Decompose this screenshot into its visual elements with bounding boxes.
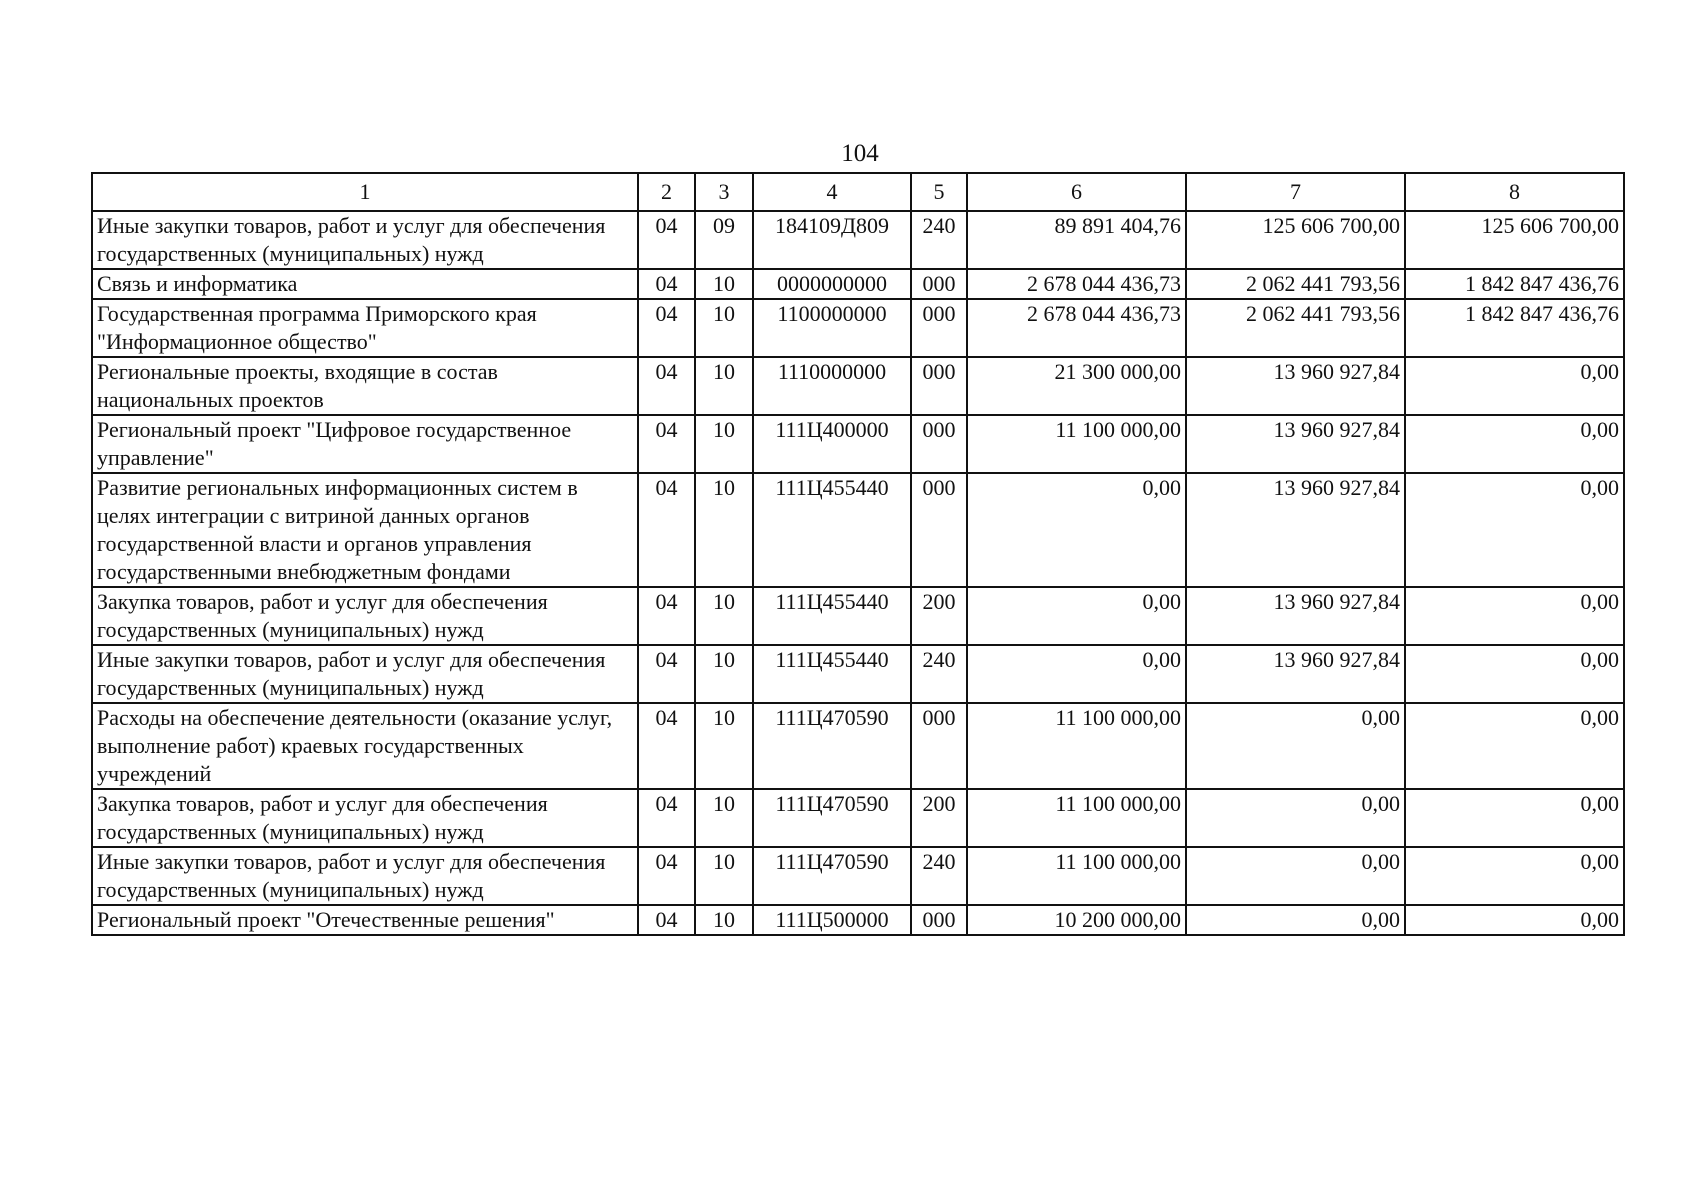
amount-col-8: 125 606 700,00 [1405,211,1624,269]
header-cell: 6 [967,173,1186,211]
amount-col-6: 0,00 [967,473,1186,587]
table-row [92,357,1624,415]
table-row [92,473,1624,587]
header-row [92,173,1624,211]
target-article-code: 111Ц500000 [753,905,911,935]
expense-type-code: 000 [911,269,967,299]
amount-col-7: 0,00 [1186,905,1405,935]
amount-col-6: 2 678 044 436,73 [967,299,1186,357]
subsection-code: 10 [695,357,753,415]
subsection-code: 09 [695,211,753,269]
header-cell: 1 [92,173,638,211]
section-code: 04 [638,789,695,847]
subsection-code: 10 [695,269,753,299]
amount-col-8: 0,00 [1405,905,1624,935]
amount-col-6: 11 100 000,00 [967,415,1186,473]
amount-col-8: 0,00 [1405,703,1624,789]
header-cell: 3 [695,173,753,211]
amount-col-6: 0,00 [967,645,1186,703]
target-article-code: 111Ц455440 [753,473,911,587]
expense-name: Закупка товаров, работ и услуг для обеспечения государственных (муниципальных) нужд [92,789,638,847]
subsection-code: 10 [695,415,753,473]
amount-col-7: 13 960 927,84 [1186,587,1405,645]
target-article-code: 111Ц470590 [753,789,911,847]
subsection-code: 10 [695,847,753,905]
amount-col-8: 0,00 [1405,645,1624,703]
table-row [92,299,1624,357]
expense-type-code: 000 [911,415,967,473]
amount-col-6: 2 678 044 436,73 [967,269,1186,299]
target-article-code: 111Ц400000 [753,415,911,473]
expense-name: Развитие региональных информационных систем в целях интеграции с витриной данных органов государственной власти и органов управления государственными внебюджетным фондами [92,473,638,587]
subsection-code: 10 [695,905,753,935]
expense-name: Связь и информатика [92,269,638,299]
target-article-code: 111Ц470590 [753,847,911,905]
header-cell: 4 [753,173,911,211]
subsection-code: 10 [695,299,753,357]
expense-type-code: 200 [911,789,967,847]
target-article-code: 111Ц455440 [753,645,911,703]
target-article-code: 111Ц470590 [753,703,911,789]
amount-col-7: 13 960 927,84 [1186,645,1405,703]
expense-name: Региональные проекты, входящие в состав национальных проектов [92,357,638,415]
header-cell: 2 [638,173,695,211]
expense-name: Иные закупки товаров, работ и услуг для обеспечения государственных (муниципальных) нужд [92,847,638,905]
expense-type-code: 000 [911,473,967,587]
amount-col-6: 0,00 [967,587,1186,645]
expense-type-code: 000 [911,299,967,357]
section-code: 04 [638,211,695,269]
amount-col-6: 10 200 000,00 [967,905,1186,935]
section-code: 04 [638,269,695,299]
table-row [92,645,1624,703]
expense-name: Региональный проект "Отечественные решения" [92,905,638,935]
expense-name: Региональный проект "Цифровое государственное управление" [92,415,638,473]
table-row [92,847,1624,905]
expense-name: Иные закупки товаров, работ и услуг для обеспечения государственных (муниципальных) нужд [92,211,638,269]
section-code: 04 [638,847,695,905]
expense-name: Иные закупки товаров, работ и услуг для обеспечения государственных (муниципальных) нужд [92,645,638,703]
target-article-code: 111Ц455440 [753,587,911,645]
page-number: 104 [841,140,879,167]
expense-type-code: 000 [911,357,967,415]
target-article-code: 1110000000 [753,357,911,415]
amount-col-7: 0,00 [1186,789,1405,847]
section-code: 04 [638,357,695,415]
table-row [92,269,1624,299]
amount-col-6: 11 100 000,00 [967,847,1186,905]
amount-col-7: 13 960 927,84 [1186,473,1405,587]
header-cell: 5 [911,173,967,211]
expense-name: Закупка товаров, работ и услуг для обеспечения государственных (муниципальных) нужд [92,587,638,645]
amount-col-7: 2 062 441 793,56 [1186,299,1405,357]
expense-type-code: 240 [911,847,967,905]
amount-col-6: 21 300 000,00 [967,357,1186,415]
target-article-code: 184109Д809 [753,211,911,269]
section-code: 04 [638,703,695,789]
amount-col-6: 89 891 404,76 [967,211,1186,269]
subsection-code: 10 [695,473,753,587]
amount-col-8: 0,00 [1405,587,1624,645]
section-code: 04 [638,473,695,587]
section-code: 04 [638,645,695,703]
amount-col-8: 1 842 847 436,76 [1405,269,1624,299]
expense-name: Государственная программа Приморского края "Информационное общество" [92,299,638,357]
section-code: 04 [638,415,695,473]
table-row [92,211,1624,269]
expense-type-code: 200 [911,587,967,645]
amount-col-8: 0,00 [1405,473,1624,587]
expense-type-code: 240 [911,645,967,703]
amount-col-6: 11 100 000,00 [967,703,1186,789]
amount-col-8: 1 842 847 436,76 [1405,299,1624,357]
section-code: 04 [638,905,695,935]
subsection-code: 10 [695,703,753,789]
table-row [92,789,1624,847]
amount-col-7: 13 960 927,84 [1186,415,1405,473]
section-code: 04 [638,299,695,357]
expense-name: Расходы на обеспечение деятельности (оказание услуг, выполнение работ) краевых государственных учреждений [92,703,638,789]
table-row [92,905,1624,935]
expense-type-code: 240 [911,211,967,269]
expense-type-code: 000 [911,703,967,789]
amount-col-7: 2 062 441 793,56 [1186,269,1405,299]
target-article-code: 1100000000 [753,299,911,357]
amount-col-7: 125 606 700,00 [1186,211,1405,269]
header-cell: 8 [1405,173,1624,211]
subsection-code: 10 [695,645,753,703]
amount-col-8: 0,00 [1405,357,1624,415]
expense-type-code: 000 [911,905,967,935]
table-row [92,587,1624,645]
amount-col-7: 0,00 [1186,703,1405,789]
amount-col-6: 11 100 000,00 [967,789,1186,847]
amount-col-8: 0,00 [1405,789,1624,847]
header-cell: 7 [1186,173,1405,211]
amount-col-7: 0,00 [1186,847,1405,905]
subsection-code: 10 [695,587,753,645]
section-code: 04 [638,587,695,645]
budget-table [91,172,1625,936]
subsection-code: 10 [695,789,753,847]
amount-col-8: 0,00 [1405,847,1624,905]
amount-col-7: 13 960 927,84 [1186,357,1405,415]
target-article-code: 0000000000 [753,269,911,299]
amount-col-8: 0,00 [1405,415,1624,473]
table-row [92,703,1624,789]
table-row [92,415,1624,473]
